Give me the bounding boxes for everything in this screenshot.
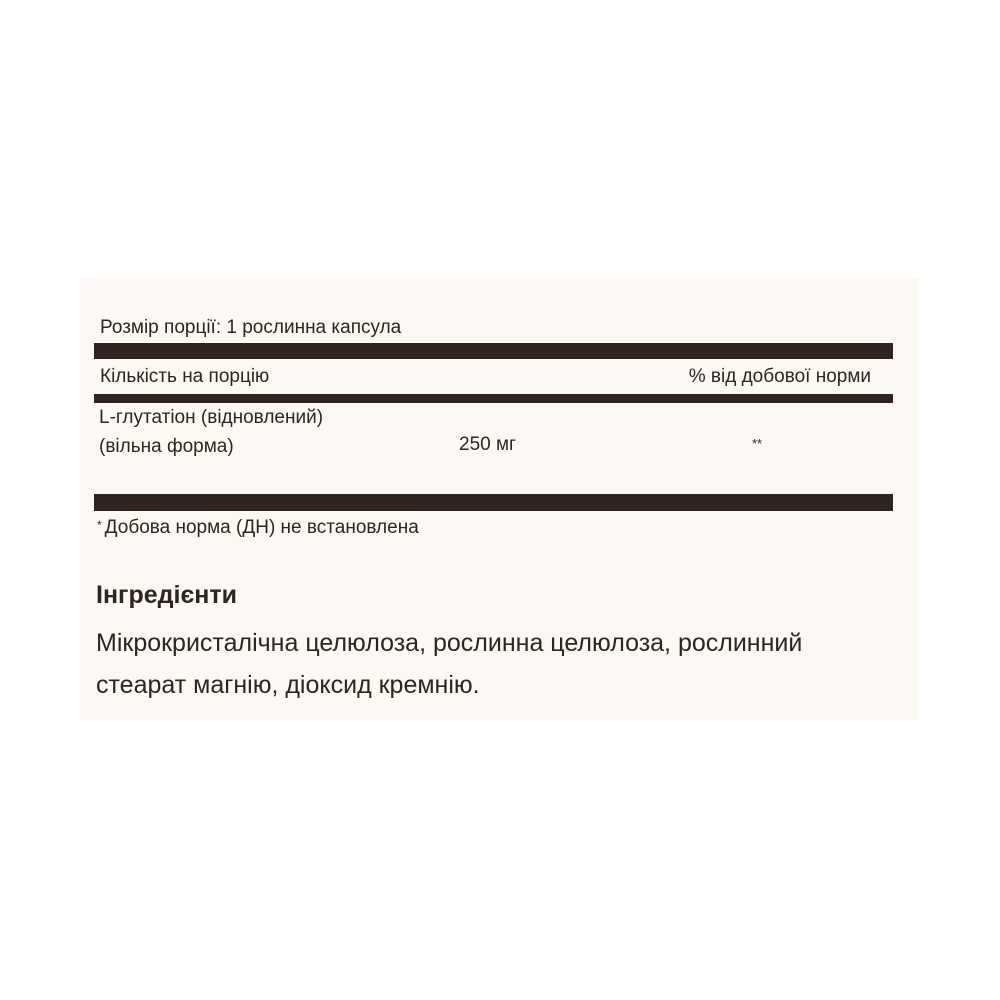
nutrient-name: L-глутатіон (відновлений) (вільна форма)	[99, 407, 324, 457]
footnote-text: Добова норма (ДН) не встановлена	[104, 517, 419, 538]
nutrient-daily-value: **	[752, 436, 763, 451]
ingredients-text: Мікрокристалічна целюлоза, рослинна целюлоза, рослинний стеарат магнію, діоксид кремнію.	[96, 629, 803, 699]
bottom-rule-bar	[94, 494, 893, 511]
ingredients-title: Інгредієнти	[96, 581, 237, 609]
footnote	[97, 516, 419, 540]
amount-per-serving-header: Кількість на порцію	[100, 366, 270, 387]
footnote-mark: *	[97, 518, 102, 532]
top-rule-bar	[94, 343, 893, 359]
header-rule-bar	[94, 394, 893, 403]
daily-value-header: % від добової норми	[688, 366, 871, 387]
nutrient-amount: 250 мг	[459, 434, 516, 455]
serving-size: Розмір порції: 1 рослинна капсула	[100, 317, 402, 338]
